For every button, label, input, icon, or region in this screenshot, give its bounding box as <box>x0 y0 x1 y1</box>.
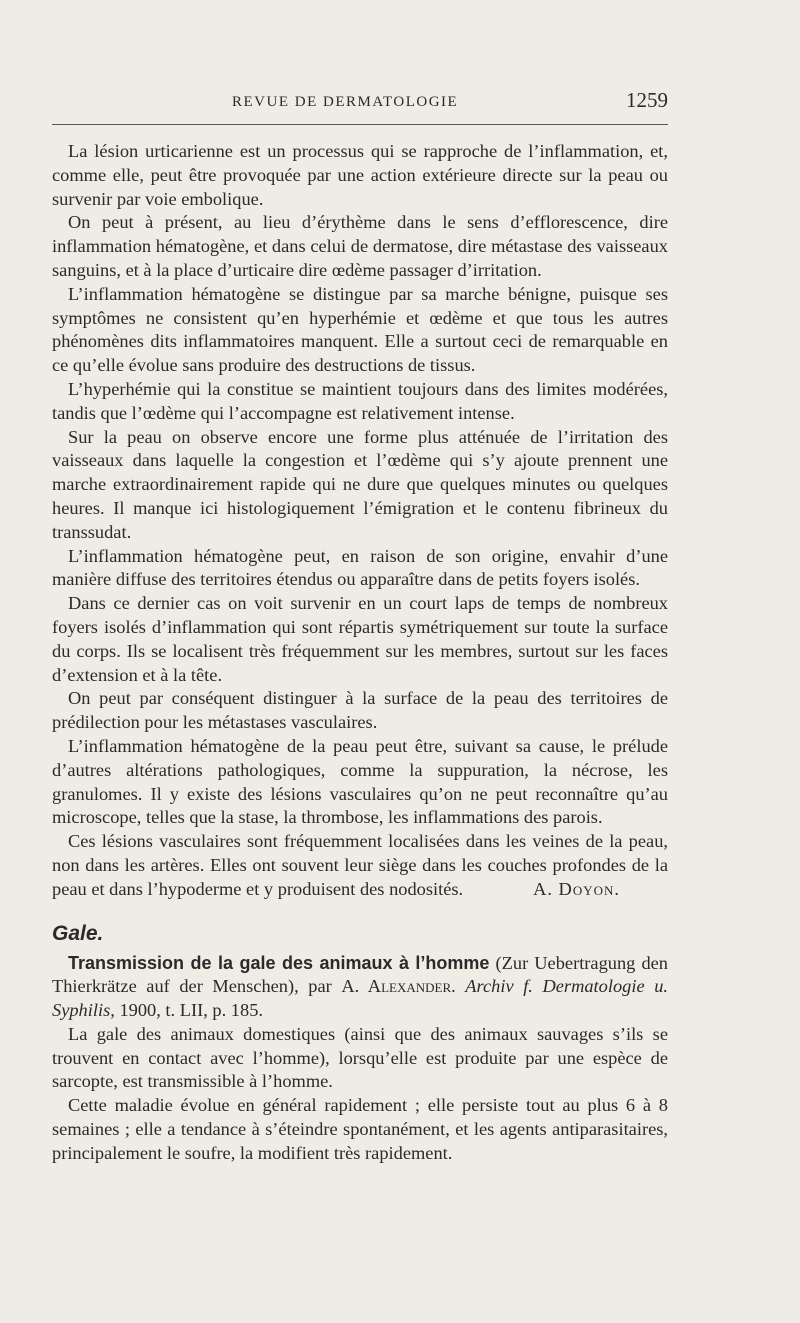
entry-title: Transmission de la gale des animaux à l’homme <box>68 952 490 973</box>
paragraph: Dans ce dernier cas on voit survenir en un court laps de temps de nombreux foyers isolés d’inflammation qui sont répartis symétriquement sur toute la surface du corps. Ils se localisent très fréquemment sur les membres, surtout sur les faces d’extension et à la tête. <box>52 593 668 685</box>
entry-heading <box>52 952 668 1023</box>
signature-text: A. Doyon. <box>533 878 620 899</box>
paragraph: L’hyperhémie qui la constitue se maintient toujours dans des limites modérées, tandis que l’œdème qui l’accompagne est relativement intense. <box>52 378 668 423</box>
article-body <box>52 140 668 1166</box>
section-title: Gale. <box>52 921 104 945</box>
paragraph: On peut à présent, au lieu d’érythème dans le sens d’efflorescence, dire inflammation hématogène, et dans celui de dermatose, dire métastase des vaisseaux sanguins, et à la place d’urticaire dire œdème passager d’irritation. <box>52 212 668 280</box>
paragraph: La lésion urticarienne est un processus qui se rapproche de l’inflammation, et, comme elle, peut être provoquée par une action extérieure directe sur la peau ou survenir par voie embolique. <box>52 141 668 209</box>
paragraph: Cette maladie évolue en général rapidement ; elle persiste tout au plus 6 à 8 semaines ; elle a tendance à s’éteindre spontanément, et les agents antiparasitaires, principalement le soufre, la modifient très rapidement. <box>52 1095 668 1163</box>
paragraph: L’inflammation hématogène se distingue par sa marche bénigne, puisque ses symptômes ne consistent qu’en hyperhémie et œdème et que tous les autres phénomènes dits inflammatoires manquent. Elle a surtout ceci de remarquable en ce qu’elle évolue sans produire des destructions de tissus. <box>52 283 668 376</box>
entry-author: A. Alexander. <box>341 976 456 997</box>
paragraph: L’inflammation hématogène de la peau peut être, suivant sa cause, le prélude d’autres altérations pathologiques, comme la suppuration, la nécrose, les granulomes. Il y existe des lésions vasculaires qu’on ne peut reconnaître qu’au microscope, telles que la stase, la thrombose, les inflammations des parois. <box>52 735 668 828</box>
paragraph: L’inflammation hématogène peut, en raison de son origine, envahir d’une manière diffuse des territoires étendus ou apparaître dans de petits foyers isolés. <box>52 545 668 590</box>
paragraph: On peut par conséquent distinguer à la surface de la peau des territoires de prédilection pour les métastases vasculaires. <box>52 688 668 733</box>
paragraph: La gale des animaux domestiques (ainsi que des animaux sauvages s’ils se trouvent en contact avec l’homme), lorsqu’elle est produite par une espèce de sarcopte, est transmissible à l’homme. <box>52 1023 668 1092</box>
header-rule <box>52 124 668 125</box>
paragraph: Sur la peau on observe encore une forme plus atténuée de l’irritation des vaisseaux dans laquelle la congestion et l’œdème qui s’y ajoute prennent une marche extraordinairement rapide qui ne dure que quelques minutes ou quelques heures. Il manque ici histologiquement l’émigration et le contenu fibrineux du transsudat. <box>52 426 668 542</box>
running-head <box>52 88 668 118</box>
entry-journal: Archiv f. Dermatologie u. Syphilis, <box>52 976 668 1021</box>
running-title: REVUE DE DERMATOLOGIE <box>232 94 459 110</box>
page-number: 1259 <box>626 88 668 112</box>
paragraph: Ces lésions vasculaires sont fréquemment localisées dans les veines de la peau, non dans les artères. Elles ont souvent leur siège dans les couches profondes de la peau et dans l’hypoderme et y produisent des nodosités. <box>52 831 668 899</box>
entry-citation: 1900, t. LII, p. 185. <box>119 1000 263 1021</box>
entry-german-title: (Zur Uebertragung den Thierkrätze auf der Menschen), par <box>52 952 669 997</box>
